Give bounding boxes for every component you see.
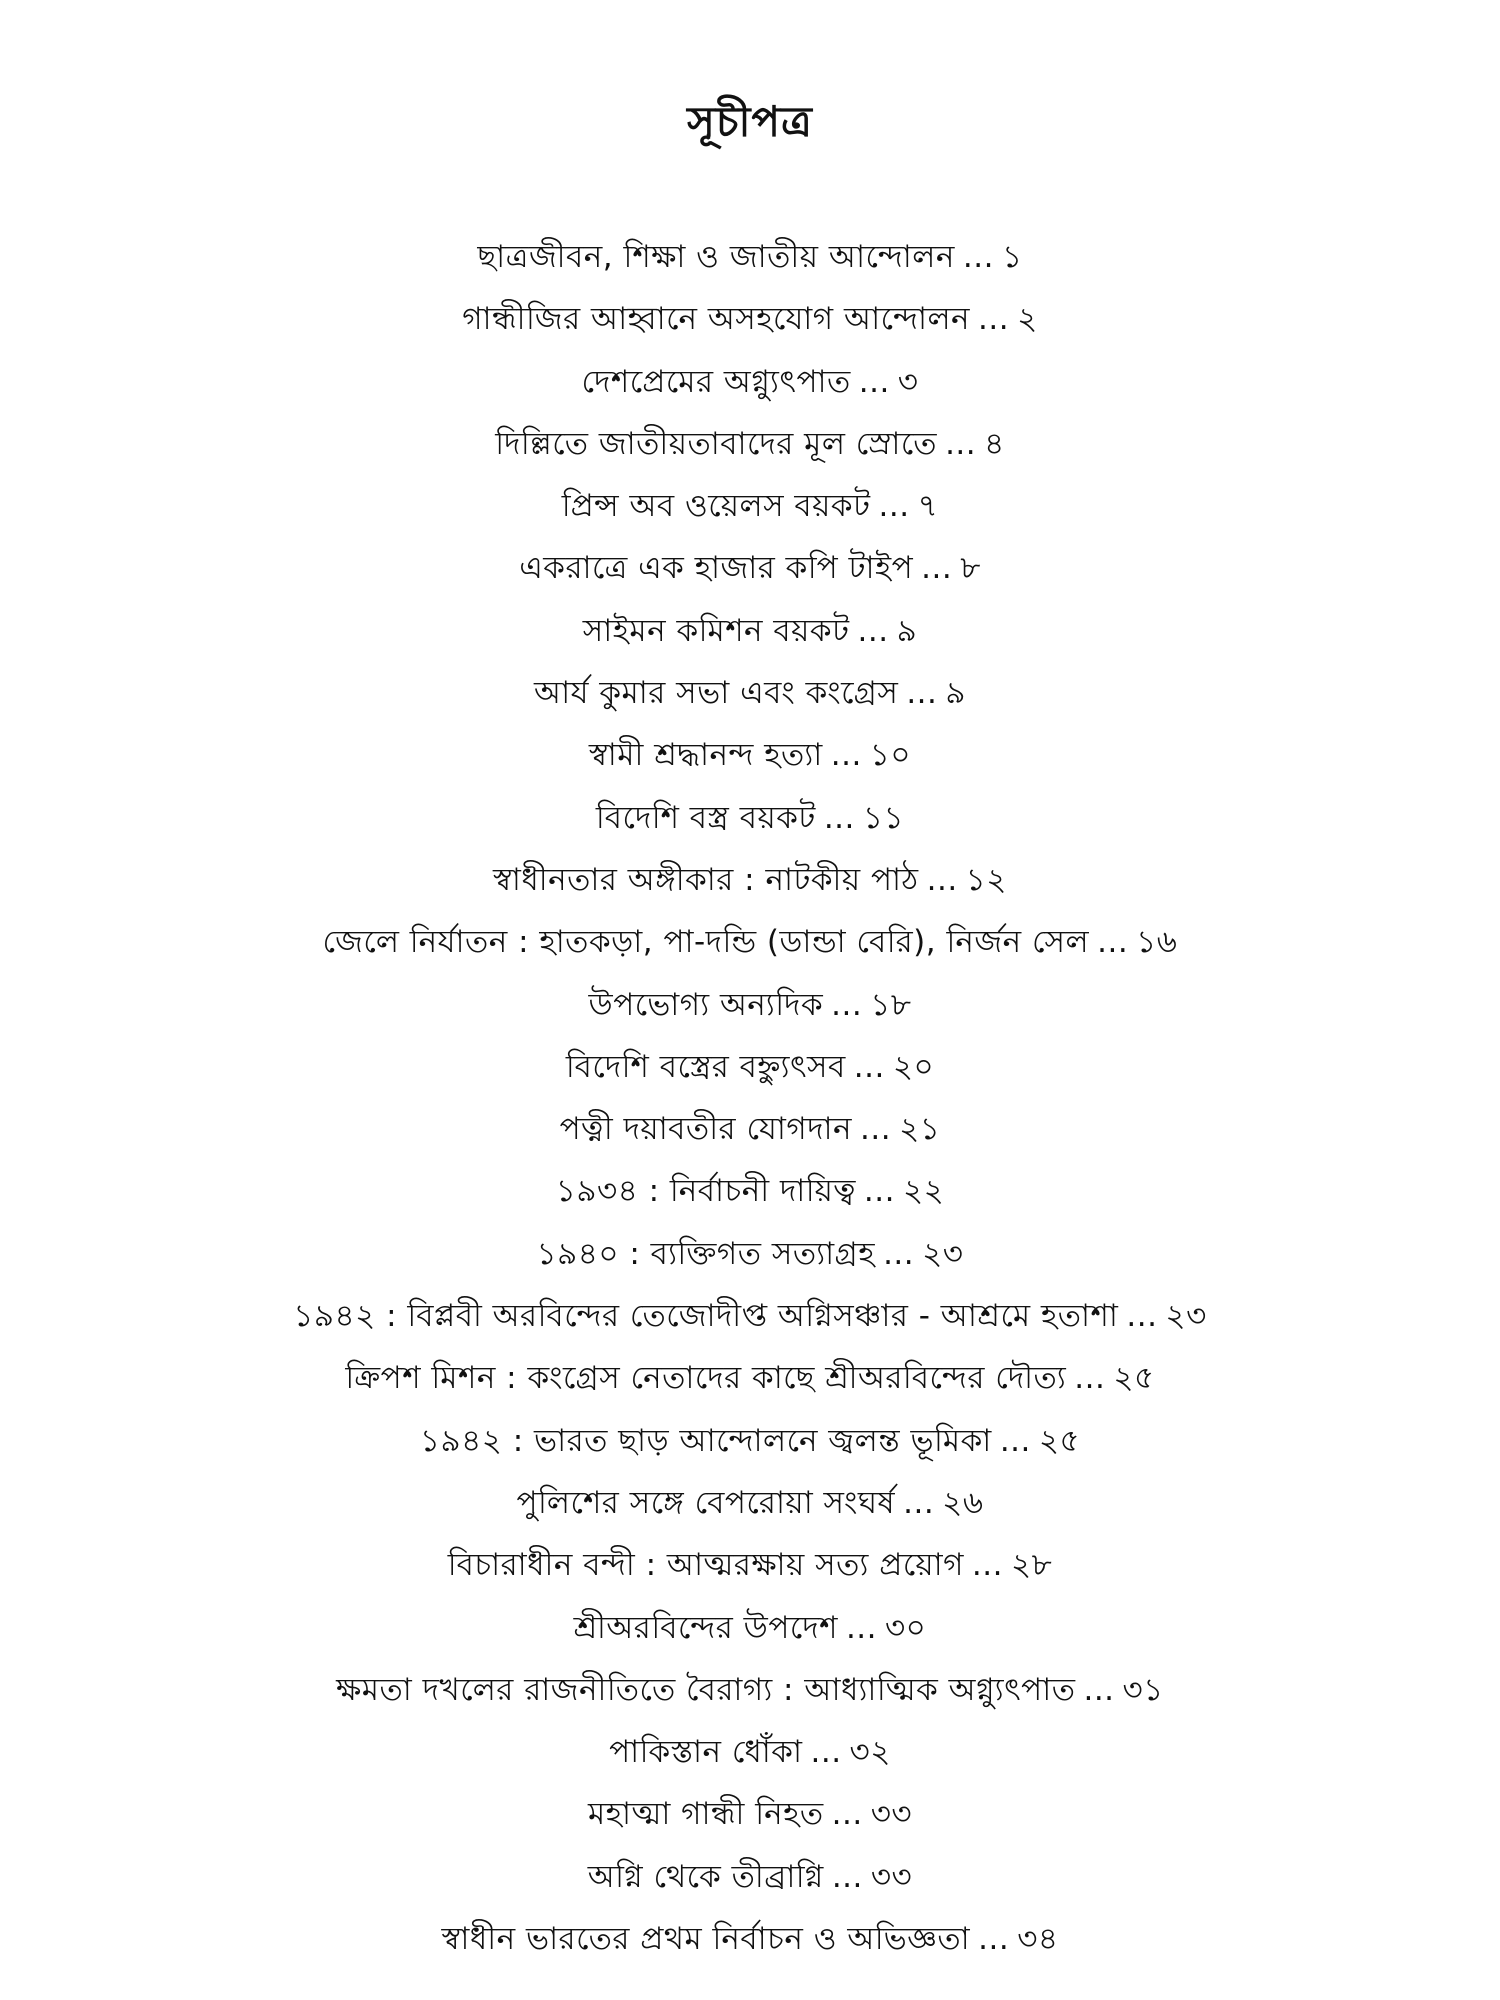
toc-entry-page: ২৩ [922, 1235, 964, 1272]
toc-entry-page: ৩৪ [1017, 1921, 1059, 1958]
toc-entry-leader: ... [878, 488, 910, 525]
toc-entry [0, 413, 1500, 475]
toc-entry-page: ১২ [965, 861, 1007, 898]
toc-entry [0, 1846, 1500, 1908]
toc-entry-title: উপভোগ্য অন্যদিক [588, 986, 824, 1023]
toc-entry-title: আর্য কুমার সভা এবং কংগ্রেস [534, 675, 899, 712]
toc-entry-title: সাইমন কমিশন বয়কট [582, 612, 850, 649]
toc-entry [0, 1472, 1500, 1534]
toc-entry-leader: ... [845, 1609, 878, 1646]
toc-entry [0, 226, 1500, 288]
toc-entry-page: ৩০ [885, 1609, 927, 1646]
toc-entry [0, 1285, 1500, 1347]
toc-entry-page: ৯ [896, 612, 918, 649]
toc-entry-leader: ... [906, 675, 938, 712]
toc-entry-leader: ... [921, 550, 953, 587]
toc-entry [0, 724, 1500, 786]
toc-entry-page: ২০ [892, 1048, 935, 1085]
toc-entry [0, 1098, 1500, 1160]
toc-entry-title: ১৯৪২ : ভারত ছাড় আন্দোলনে জ্বলন্ত ভূমিকা [419, 1422, 992, 1459]
toc-entry [0, 475, 1500, 537]
toc-entry-leader: ... [945, 425, 977, 462]
toc-entry-page: ৩২ [849, 1734, 891, 1771]
toc-entry [0, 974, 1500, 1036]
toc-entry-page: ২২ [902, 1173, 945, 1210]
toc-entry-page: ১৬ [1136, 924, 1178, 961]
toc-entry-title: প্রিন্স অব ওয়েলস বয়কট [561, 488, 871, 525]
toc-entry [0, 1783, 1500, 1845]
toc-entry-page: ১৮ [870, 986, 912, 1023]
toc-entry-page: ২৬ [942, 1484, 984, 1521]
toc-entry-leader: ... [1083, 1671, 1115, 1708]
toc-entry-page: ৩৩ [870, 1796, 913, 1833]
toc-entry-title: ছাত্রজীবন, শিক্ষা ও জাতীয় আন্দোলন [477, 239, 955, 275]
toc-entry-leader: ... [857, 612, 889, 649]
toc-entry-leader: ... [831, 1796, 863, 1833]
toc-entry-leader: ... [999, 1422, 1031, 1459]
toc-entry-leader: ... [863, 1173, 895, 1210]
toc-entry-leader: ... [860, 1111, 892, 1148]
toc-entry-title: বিচারাধীন বন্দী : আত্মরক্ষায় সত্য প্রয়োগ [447, 1547, 964, 1584]
toc-entry-page: ১১ [862, 799, 905, 836]
toc-entry [0, 662, 1500, 724]
toc-entry-page: ২৮ [1010, 1547, 1053, 1584]
toc-entry-leader: ... [853, 1048, 885, 1085]
toc-entry-page: ৪ [984, 425, 1005, 462]
toc-entry-page: ২ [1017, 301, 1038, 338]
toc-entry-page: ৩১ [1122, 1671, 1164, 1708]
toc-entry-leader: ... [858, 363, 890, 400]
toc-entry [0, 1659, 1500, 1721]
toc-entry-title: দিল্লিতে জাতীয়তাবাদের মূল স্রোতে [495, 425, 938, 462]
toc-entry-title: ক্ষমতা দখলের রাজনীতিতে বৈরাগ্য : আধ্যাত্মিক অগ্ন্যুৎপাত [336, 1671, 1076, 1708]
toc-entry-leader: ... [830, 737, 862, 774]
toc-entry-page: ২৩ [1165, 1298, 1207, 1335]
toc-entry-leader: ... [903, 1484, 935, 1521]
toc-entry-title: ১৯৪০ : ব্যক্তিগত সত্যাগ্রহ [536, 1235, 876, 1272]
toc-entry-title: দেশপ্রেমের অগ্ন্যুৎপাত [581, 363, 851, 400]
toc-entry-leader: ... [831, 986, 863, 1023]
toc-entry-leader: ... [1097, 924, 1129, 961]
toc-entry-page: ৩৩ [870, 1858, 913, 1895]
toc-entry [0, 849, 1500, 911]
toc-entry-title: পাকিস্তান ধোঁকা [609, 1734, 803, 1771]
toc-entry [0, 1721, 1500, 1783]
toc-entry-page: ২৫ [1113, 1360, 1155, 1397]
toc-entry-leader: ... [810, 1734, 842, 1771]
toc-entry-title: ১৯৩৪ : নির্বাচনী দায়িত্ব [555, 1173, 856, 1210]
toc-entry-page: ২১ [899, 1111, 941, 1148]
toc-entry-leader: ... [883, 1235, 915, 1272]
toc-entry [0, 1534, 1500, 1596]
toc-entry-title: ক্রিপশ মিশন : কংগ্রেস নেতাদের কাছে শ্রীঅরবিন্দের দৌত্য [345, 1360, 1067, 1397]
toc-entry [0, 1908, 1500, 1970]
toc-entry [0, 1410, 1500, 1472]
toc-entry-page: ৯ [945, 675, 966, 712]
toc-entry [0, 288, 1500, 350]
toc-entry-title: অগ্নি থেকে তীব্রাগ্নি [587, 1858, 824, 1895]
toc-entry-page: ৩ [897, 363, 919, 400]
toc-entry-title: ১৯৪২ : বিপ্লবী অরবিন্দের তেজোদীপ্ত অগ্নিসঞ্চার - আশ্রমে হতাশা [293, 1298, 1119, 1335]
toc-entry-title: গান্ধীজির আহ্বানে অসহযোগ আন্দোলন [462, 301, 971, 338]
toc-entry-leader: ... [831, 1858, 863, 1895]
toc-entry-page: ৭ [917, 488, 939, 525]
toc-entry-title: একরাত্রে এক হাজার কপি টাইপ [519, 550, 914, 587]
toc-entry-title: পত্নী দয়াবতীর যোগদান [559, 1111, 852, 1148]
page-title: সূচীপত্র [687, 97, 813, 146]
toc-entry [0, 911, 1500, 973]
toc-entry [0, 600, 1500, 662]
toc-entry-title: মহাত্মা গান্ধী নিহত [587, 1796, 824, 1833]
toc-entry-leader: ... [962, 239, 994, 275]
toc-entry-title: পুলিশের সঙ্গে বেপরোয়া সংঘর্ষ [516, 1484, 896, 1521]
toc-entry-leader: ... [971, 1547, 1003, 1584]
toc-entry-leader: ... [1126, 1298, 1158, 1335]
toc-entry-page: ১০ [869, 737, 912, 774]
toc-entry-page: ১ [1001, 239, 1023, 275]
toc-entry [0, 1347, 1500, 1409]
toc-entry-leader: ... [823, 799, 855, 836]
toc-entry-leader: ... [978, 301, 1010, 338]
toc-entry-page: ৮ [960, 550, 981, 587]
toc-entry-title: বিদেশি বস্ত্রের বহ্ন্যুৎসব [565, 1048, 846, 1085]
toc-entry-page: ২৫ [1038, 1422, 1081, 1459]
table-of-contents [0, 226, 1500, 1970]
toc-entry [0, 787, 1500, 849]
toc-entry-title: স্বামী শ্রদ্ধানন্দ হত্যা [588, 737, 823, 774]
toc-entry-title: শ্রীঅরবিন্দের উপদেশ [573, 1609, 838, 1646]
toc-entry-leader: ... [926, 861, 958, 898]
toc-entry-title: স্বাধীনতার অঙ্গীকার : নাটকীয় পাঠ [493, 861, 919, 898]
toc-entry-title: জেলে নির্যাতন : হাতকড়া, পা-দন্ডি (ডান্ডা বেরি), নির্জন সেল [322, 924, 1090, 961]
toc-entry [0, 351, 1500, 413]
toc-entry [0, 1160, 1500, 1222]
toc-entry [0, 1036, 1500, 1098]
toc-entry [0, 537, 1500, 599]
toc-entry-title: স্বাধীন ভারতের প্রথম নির্বাচন ও অভিজ্ঞতা [441, 1921, 971, 1958]
toc-entry-leader: ... [1074, 1360, 1106, 1397]
toc-entry-leader: ... [978, 1921, 1010, 1958]
toc-entry [0, 1597, 1500, 1659]
toc-entry-title: বিদেশি বস্ত্র বয়কট [595, 799, 816, 836]
toc-entry [0, 1223, 1500, 1285]
